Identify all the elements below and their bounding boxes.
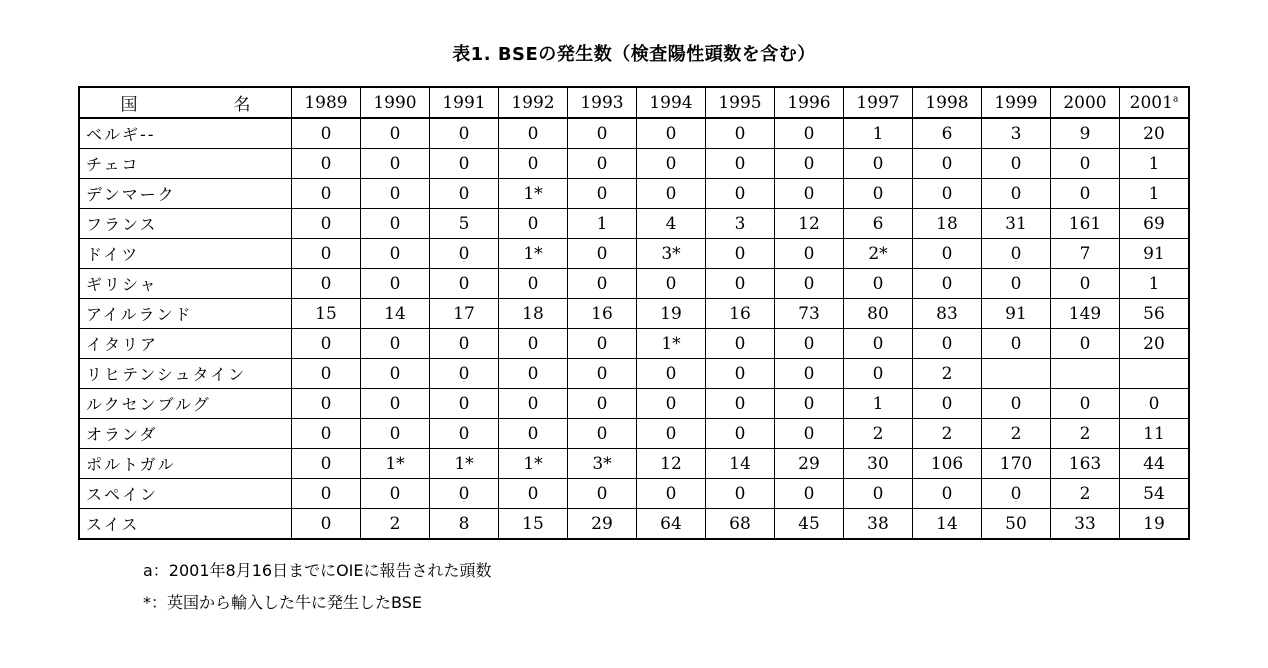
value-cell: 0 bbox=[292, 449, 361, 479]
value-cell: 2 bbox=[982, 419, 1051, 449]
value-cell: 0 bbox=[430, 419, 499, 449]
value-cell: 0 bbox=[568, 329, 637, 359]
value-cell: 0 bbox=[982, 239, 1051, 269]
year-label: 1999 bbox=[994, 92, 1038, 113]
value-cell: 3* bbox=[568, 449, 637, 479]
value-cell: 106 bbox=[913, 449, 982, 479]
table-row bbox=[79, 118, 1189, 149]
value-cell: 1 bbox=[568, 209, 637, 239]
value-cell: 2* bbox=[844, 239, 913, 269]
value-cell: 0 bbox=[361, 239, 430, 269]
value-cell: 1 bbox=[844, 118, 913, 149]
value-cell: 2 bbox=[1051, 479, 1120, 509]
value-cell: 0 bbox=[637, 179, 706, 209]
value-cell: 18 bbox=[913, 209, 982, 239]
value-cell: 83 bbox=[913, 299, 982, 329]
value-cell: 7 bbox=[1051, 239, 1120, 269]
country-cell: アイルランド bbox=[79, 299, 292, 329]
value-cell: 0 bbox=[568, 419, 637, 449]
value-cell: 2 bbox=[361, 509, 430, 540]
value-cell: 0 bbox=[292, 149, 361, 179]
value-cell: 1* bbox=[430, 449, 499, 479]
year-header-1996 bbox=[775, 87, 844, 118]
value-cell: 0 bbox=[499, 118, 568, 149]
year-label: 1997 bbox=[856, 92, 900, 113]
value-cell: 0 bbox=[637, 389, 706, 419]
value-cell: 0 bbox=[568, 149, 637, 179]
value-cell: 0 bbox=[292, 179, 361, 209]
value-cell: 0 bbox=[982, 269, 1051, 299]
value-cell: 0 bbox=[706, 269, 775, 299]
value-cell: 0 bbox=[706, 149, 775, 179]
year-header-2000 bbox=[1051, 87, 1120, 118]
value-cell bbox=[1051, 359, 1120, 389]
value-cell: 0 bbox=[499, 149, 568, 179]
year-label: 1991 bbox=[442, 92, 486, 113]
value-cell: 0 bbox=[292, 389, 361, 419]
value-cell: 73 bbox=[775, 299, 844, 329]
value-cell: 4 bbox=[637, 209, 706, 239]
value-cell: 3 bbox=[706, 209, 775, 239]
value-cell: 69 bbox=[1120, 209, 1190, 239]
value-cell: 0 bbox=[430, 329, 499, 359]
value-cell: 0 bbox=[706, 419, 775, 449]
value-cell: 0 bbox=[568, 359, 637, 389]
year-label: 1989 bbox=[304, 92, 348, 113]
value-cell: 0 bbox=[775, 359, 844, 389]
value-cell: 0 bbox=[637, 359, 706, 389]
country-cell: チェコ bbox=[79, 149, 292, 179]
value-cell: 0 bbox=[706, 179, 775, 209]
value-cell: 2 bbox=[913, 419, 982, 449]
value-cell: 0 bbox=[568, 389, 637, 419]
value-cell: 1 bbox=[1120, 179, 1190, 209]
value-cell: 31 bbox=[982, 209, 1051, 239]
value-cell: 91 bbox=[982, 299, 1051, 329]
value-cell: 91 bbox=[1120, 239, 1190, 269]
value-cell: 0 bbox=[775, 179, 844, 209]
value-cell: 18 bbox=[499, 299, 568, 329]
year-header-1991 bbox=[430, 87, 499, 118]
value-cell: 0 bbox=[361, 329, 430, 359]
year-header-1999 bbox=[982, 87, 1051, 118]
value-cell: 0 bbox=[430, 359, 499, 389]
value-cell: 0 bbox=[361, 149, 430, 179]
country-cell: ルクセンブルグ bbox=[79, 389, 292, 419]
year-header-1997 bbox=[844, 87, 913, 118]
value-cell: 0 bbox=[775, 329, 844, 359]
value-cell: 19 bbox=[637, 299, 706, 329]
value-cell: 15 bbox=[499, 509, 568, 540]
value-cell: 16 bbox=[706, 299, 775, 329]
value-cell: 17 bbox=[430, 299, 499, 329]
value-cell: 0 bbox=[568, 118, 637, 149]
value-cell: 0 bbox=[292, 359, 361, 389]
value-cell: 3 bbox=[982, 118, 1051, 149]
value-cell: 0 bbox=[292, 209, 361, 239]
value-cell: 0 bbox=[775, 118, 844, 149]
value-cell: 0 bbox=[499, 419, 568, 449]
table-row bbox=[79, 149, 1189, 179]
value-cell: 0 bbox=[292, 118, 361, 149]
value-cell: 16 bbox=[568, 299, 637, 329]
footnote-a: a：2001年8月16日までにOIEに報告された頭数 bbox=[143, 561, 492, 580]
value-cell: 0 bbox=[637, 118, 706, 149]
year-header-1992 bbox=[499, 87, 568, 118]
value-cell: 0 bbox=[844, 269, 913, 299]
value-cell: 0 bbox=[844, 479, 913, 509]
value-cell: 0 bbox=[430, 149, 499, 179]
value-cell: 0 bbox=[706, 389, 775, 419]
table-row bbox=[79, 209, 1189, 239]
bse-table bbox=[78, 86, 1190, 540]
year-label: 1990 bbox=[373, 92, 417, 113]
value-cell bbox=[982, 359, 1051, 389]
country-cell: ベルギ-- bbox=[79, 118, 292, 149]
value-cell: 0 bbox=[775, 269, 844, 299]
country-cell: オランダ bbox=[79, 419, 292, 449]
value-cell: 19 bbox=[1120, 509, 1190, 540]
value-cell: 0 bbox=[706, 118, 775, 149]
value-cell: 0 bbox=[499, 359, 568, 389]
country-cell: フランス bbox=[79, 209, 292, 239]
country-cell: スペイン bbox=[79, 479, 292, 509]
value-cell: 0 bbox=[568, 239, 637, 269]
value-cell: 0 bbox=[982, 389, 1051, 419]
value-cell: 0 bbox=[1051, 179, 1120, 209]
table-row bbox=[79, 509, 1189, 540]
value-cell: 0 bbox=[913, 269, 982, 299]
value-cell: 0 bbox=[1051, 269, 1120, 299]
year-label: 2001 bbox=[1129, 92, 1173, 113]
value-cell: 0 bbox=[637, 149, 706, 179]
value-cell: 30 bbox=[844, 449, 913, 479]
value-cell: 0 bbox=[982, 479, 1051, 509]
value-cell: 54 bbox=[1120, 479, 1190, 509]
table-header-row bbox=[79, 87, 1189, 118]
value-cell: 0 bbox=[637, 269, 706, 299]
value-cell: 1* bbox=[499, 179, 568, 209]
value-cell: 0 bbox=[292, 419, 361, 449]
country-cell: ポルトガル bbox=[79, 449, 292, 479]
table-row bbox=[79, 269, 1189, 299]
value-cell: 14 bbox=[913, 509, 982, 540]
year-label: 2000 bbox=[1063, 92, 1107, 113]
value-cell: 15 bbox=[292, 299, 361, 329]
value-cell: 45 bbox=[775, 509, 844, 540]
value-cell: 0 bbox=[844, 179, 913, 209]
value-cell: 0 bbox=[292, 269, 361, 299]
table-row bbox=[79, 239, 1189, 269]
value-cell: 0 bbox=[1120, 389, 1190, 419]
value-cell: 0 bbox=[361, 209, 430, 239]
value-cell: 0 bbox=[1051, 389, 1120, 419]
value-cell: 0 bbox=[361, 389, 430, 419]
year-label: 1994 bbox=[649, 92, 693, 113]
value-cell: 0 bbox=[568, 479, 637, 509]
value-cell: 0 bbox=[775, 479, 844, 509]
value-cell: 0 bbox=[499, 269, 568, 299]
country-cell: イタリア bbox=[79, 329, 292, 359]
value-cell: 1 bbox=[844, 389, 913, 419]
value-cell: 0 bbox=[913, 239, 982, 269]
table-row bbox=[79, 419, 1189, 449]
country-cell: ギリシャ bbox=[79, 269, 292, 299]
value-cell: 0 bbox=[706, 479, 775, 509]
value-cell: 1 bbox=[1120, 269, 1190, 299]
year-label: 1998 bbox=[925, 92, 969, 113]
year-header-1995 bbox=[706, 87, 775, 118]
value-cell: 64 bbox=[637, 509, 706, 540]
value-cell: 0 bbox=[706, 359, 775, 389]
value-cell: 0 bbox=[568, 179, 637, 209]
value-cell: 0 bbox=[361, 359, 430, 389]
value-cell: 0 bbox=[361, 419, 430, 449]
value-cell: 0 bbox=[913, 479, 982, 509]
value-cell: 1 bbox=[1120, 149, 1190, 179]
year-header-1998 bbox=[913, 87, 982, 118]
table-title: 表1. BSEの発生数（検査陽性頭数を含む） bbox=[452, 44, 816, 65]
value-cell: 68 bbox=[706, 509, 775, 540]
value-cell: 2 bbox=[913, 359, 982, 389]
table-body bbox=[79, 118, 1189, 539]
value-cell: 0 bbox=[361, 179, 430, 209]
value-cell: 0 bbox=[913, 149, 982, 179]
value-cell: 0 bbox=[361, 118, 430, 149]
value-cell: 0 bbox=[775, 239, 844, 269]
value-cell: 8 bbox=[430, 509, 499, 540]
value-cell: 0 bbox=[292, 479, 361, 509]
value-cell: 0 bbox=[292, 329, 361, 359]
value-cell: 1* bbox=[499, 239, 568, 269]
value-cell: 12 bbox=[775, 209, 844, 239]
table-row bbox=[79, 479, 1189, 509]
value-cell: 0 bbox=[637, 479, 706, 509]
year-header-1994 bbox=[637, 87, 706, 118]
value-cell: 6 bbox=[844, 209, 913, 239]
value-cell: 0 bbox=[361, 269, 430, 299]
value-cell: 0 bbox=[844, 329, 913, 359]
value-cell: 20 bbox=[1120, 118, 1190, 149]
year-header-1993 bbox=[568, 87, 637, 118]
table-row bbox=[79, 389, 1189, 419]
value-cell: 0 bbox=[1051, 329, 1120, 359]
table-row bbox=[79, 179, 1189, 209]
table-row bbox=[79, 359, 1189, 389]
value-cell: 29 bbox=[775, 449, 844, 479]
year-label: 1996 bbox=[787, 92, 831, 113]
value-cell: 0 bbox=[844, 149, 913, 179]
value-cell: 6 bbox=[913, 118, 982, 149]
value-cell: 38 bbox=[844, 509, 913, 540]
value-cell: 161 bbox=[1051, 209, 1120, 239]
value-cell: 0 bbox=[706, 329, 775, 359]
value-cell: 0 bbox=[499, 389, 568, 419]
value-cell: 0 bbox=[499, 479, 568, 509]
table-row bbox=[79, 449, 1189, 479]
value-cell: 14 bbox=[361, 299, 430, 329]
value-cell: 0 bbox=[913, 179, 982, 209]
value-cell: 1* bbox=[499, 449, 568, 479]
value-cell: 0 bbox=[430, 179, 499, 209]
value-cell: 0 bbox=[499, 209, 568, 239]
year-label: 1995 bbox=[718, 92, 762, 113]
country-cell: デンマーク bbox=[79, 179, 292, 209]
value-cell bbox=[1120, 359, 1190, 389]
value-cell: 0 bbox=[775, 389, 844, 419]
value-cell: 44 bbox=[1120, 449, 1190, 479]
value-cell: 0 bbox=[430, 118, 499, 149]
value-cell: 80 bbox=[844, 299, 913, 329]
year-header-1990 bbox=[361, 87, 430, 118]
value-cell: 56 bbox=[1120, 299, 1190, 329]
value-cell: 0 bbox=[982, 149, 1051, 179]
footnote-asterisk: *：英国から輸入した牛に発生したBSE bbox=[143, 593, 422, 612]
country-cell: リヒテンシュタイン bbox=[79, 359, 292, 389]
value-cell: 0 bbox=[292, 239, 361, 269]
year-header-1989 bbox=[292, 87, 361, 118]
value-cell: 0 bbox=[913, 329, 982, 359]
value-cell: 3* bbox=[637, 239, 706, 269]
value-cell: 5 bbox=[430, 209, 499, 239]
year-label: 1993 bbox=[580, 92, 624, 113]
value-cell: 0 bbox=[775, 149, 844, 179]
value-cell: 0 bbox=[1051, 149, 1120, 179]
table-row bbox=[79, 329, 1189, 359]
value-cell: 11 bbox=[1120, 419, 1190, 449]
value-cell: 0 bbox=[430, 479, 499, 509]
value-cell: 149 bbox=[1051, 299, 1120, 329]
year-header-2001 bbox=[1120, 87, 1190, 118]
value-cell: 1* bbox=[637, 329, 706, 359]
value-cell: 2 bbox=[844, 419, 913, 449]
footnote-marker: a bbox=[1172, 93, 1179, 104]
value-cell: 0 bbox=[292, 509, 361, 540]
value-cell: 0 bbox=[637, 419, 706, 449]
value-cell: 14 bbox=[706, 449, 775, 479]
value-cell: 0 bbox=[982, 329, 1051, 359]
value-cell: 0 bbox=[499, 329, 568, 359]
value-cell: 0 bbox=[430, 239, 499, 269]
value-cell: 9 bbox=[1051, 118, 1120, 149]
value-cell: 0 bbox=[913, 389, 982, 419]
value-cell: 0 bbox=[430, 389, 499, 419]
value-cell: 0 bbox=[568, 269, 637, 299]
value-cell: 20 bbox=[1120, 329, 1190, 359]
value-cell: 0 bbox=[430, 269, 499, 299]
value-cell: 0 bbox=[775, 419, 844, 449]
value-cell: 0 bbox=[361, 479, 430, 509]
value-cell: 0 bbox=[982, 179, 1051, 209]
value-cell: 29 bbox=[568, 509, 637, 540]
value-cell: 0 bbox=[706, 239, 775, 269]
value-cell: 163 bbox=[1051, 449, 1120, 479]
value-cell: 1* bbox=[361, 449, 430, 479]
value-cell: 33 bbox=[1051, 509, 1120, 540]
country-header-label: 国 名 bbox=[120, 95, 251, 115]
country-column-header bbox=[79, 87, 292, 118]
value-cell: 2 bbox=[1051, 419, 1120, 449]
table-row bbox=[79, 299, 1189, 329]
country-cell: ドイツ bbox=[79, 239, 292, 269]
value-cell: 12 bbox=[637, 449, 706, 479]
year-label: 1992 bbox=[511, 92, 555, 113]
value-cell: 50 bbox=[982, 509, 1051, 540]
value-cell: 170 bbox=[982, 449, 1051, 479]
value-cell: 0 bbox=[844, 359, 913, 389]
country-cell: スイス bbox=[79, 509, 292, 540]
